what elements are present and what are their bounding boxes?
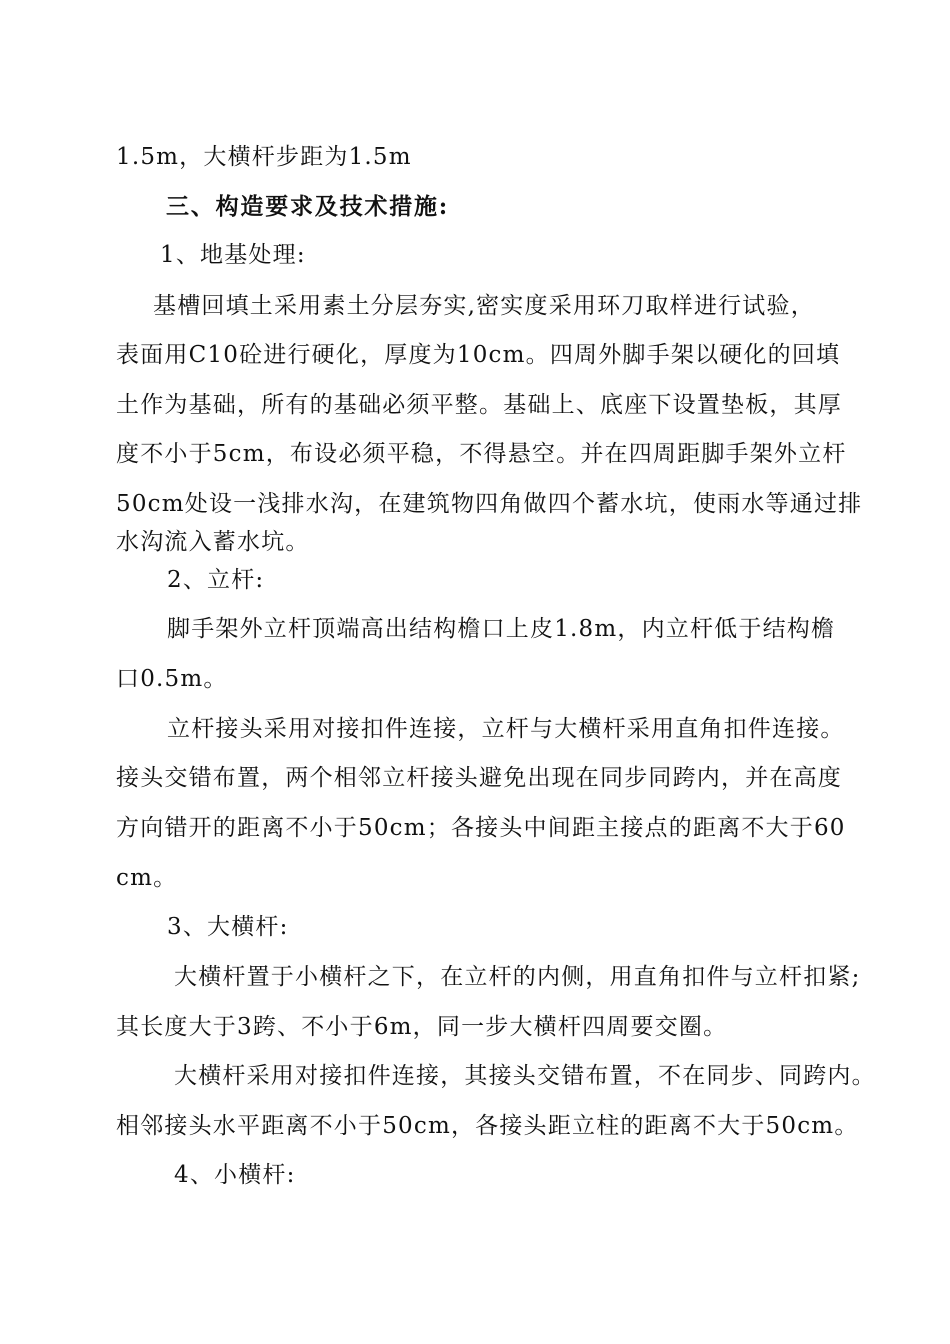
text-line: 大横杆采用对接扣件连接，其接头交错布置，不在同步、同跨内。 — [174, 1063, 876, 1089]
text-line: 相邻接头水平距离不小于50cm，各接头距立柱的距离不大于50cm。 — [116, 1113, 859, 1139]
text-line: 脚手架外立杆顶端高出结构檐口上皮1.8m，内立杆低于结构檐 — [167, 616, 836, 642]
text-line: 50cm处设一浅排水沟，在建筑物四角做四个蓄水坑，使雨水等通过排 — [116, 491, 863, 517]
text-line: 基槽回填土采用素土分层夯实,密实度采用环刀取样进行试验， — [153, 293, 815, 319]
text-line: 水沟流入蓄水坑。 — [116, 529, 310, 555]
text-line: 土作为基础，所有的基础必须平整。基础上、底座下设置垫板，其厚 — [116, 392, 842, 418]
text-line: 立杆接头采用对接扣件连接，立杆与大横杆采用直角扣件连接。 — [167, 716, 845, 742]
text-line: 方向错开的距离不小于50cm；各接头中间距主接点的距离不大于60 — [116, 815, 846, 841]
text-line: 表面用C10砼进行硬化，厚度为10cm。四周外脚手架以硬化的回填 — [116, 342, 841, 368]
section-heading: 三、构造要求及技术措施: — [166, 193, 450, 220]
text-line: 其长度大于3跨、不小于6m，同一步大横杆四周要交圈。 — [116, 1014, 728, 1040]
text-line: 1.5m，大横杆步距为1.5m — [116, 144, 412, 170]
subsection-heading: 3、大横杆: — [167, 914, 289, 940]
text-line: 度不小于5cm，布设必须平稳，不得悬空。并在四周距脚手架外立杆 — [116, 441, 847, 467]
text-line: 口0.5m。 — [116, 666, 228, 692]
subsection-heading: 2、立杆: — [167, 567, 265, 593]
text-line: cm。 — [116, 865, 178, 891]
subsection-heading: 1、地基处理: — [160, 242, 306, 268]
text-line: 接头交错布置，两个相邻立杆接头避免出现在同步同跨内，并在高度 — [116, 765, 842, 791]
subsection-heading: 4、小横杆: — [174, 1162, 296, 1188]
text-line: 大横杆置于小横杆之下，在立杆的内侧，用直角扣件与立杆扣紧; — [174, 964, 861, 990]
